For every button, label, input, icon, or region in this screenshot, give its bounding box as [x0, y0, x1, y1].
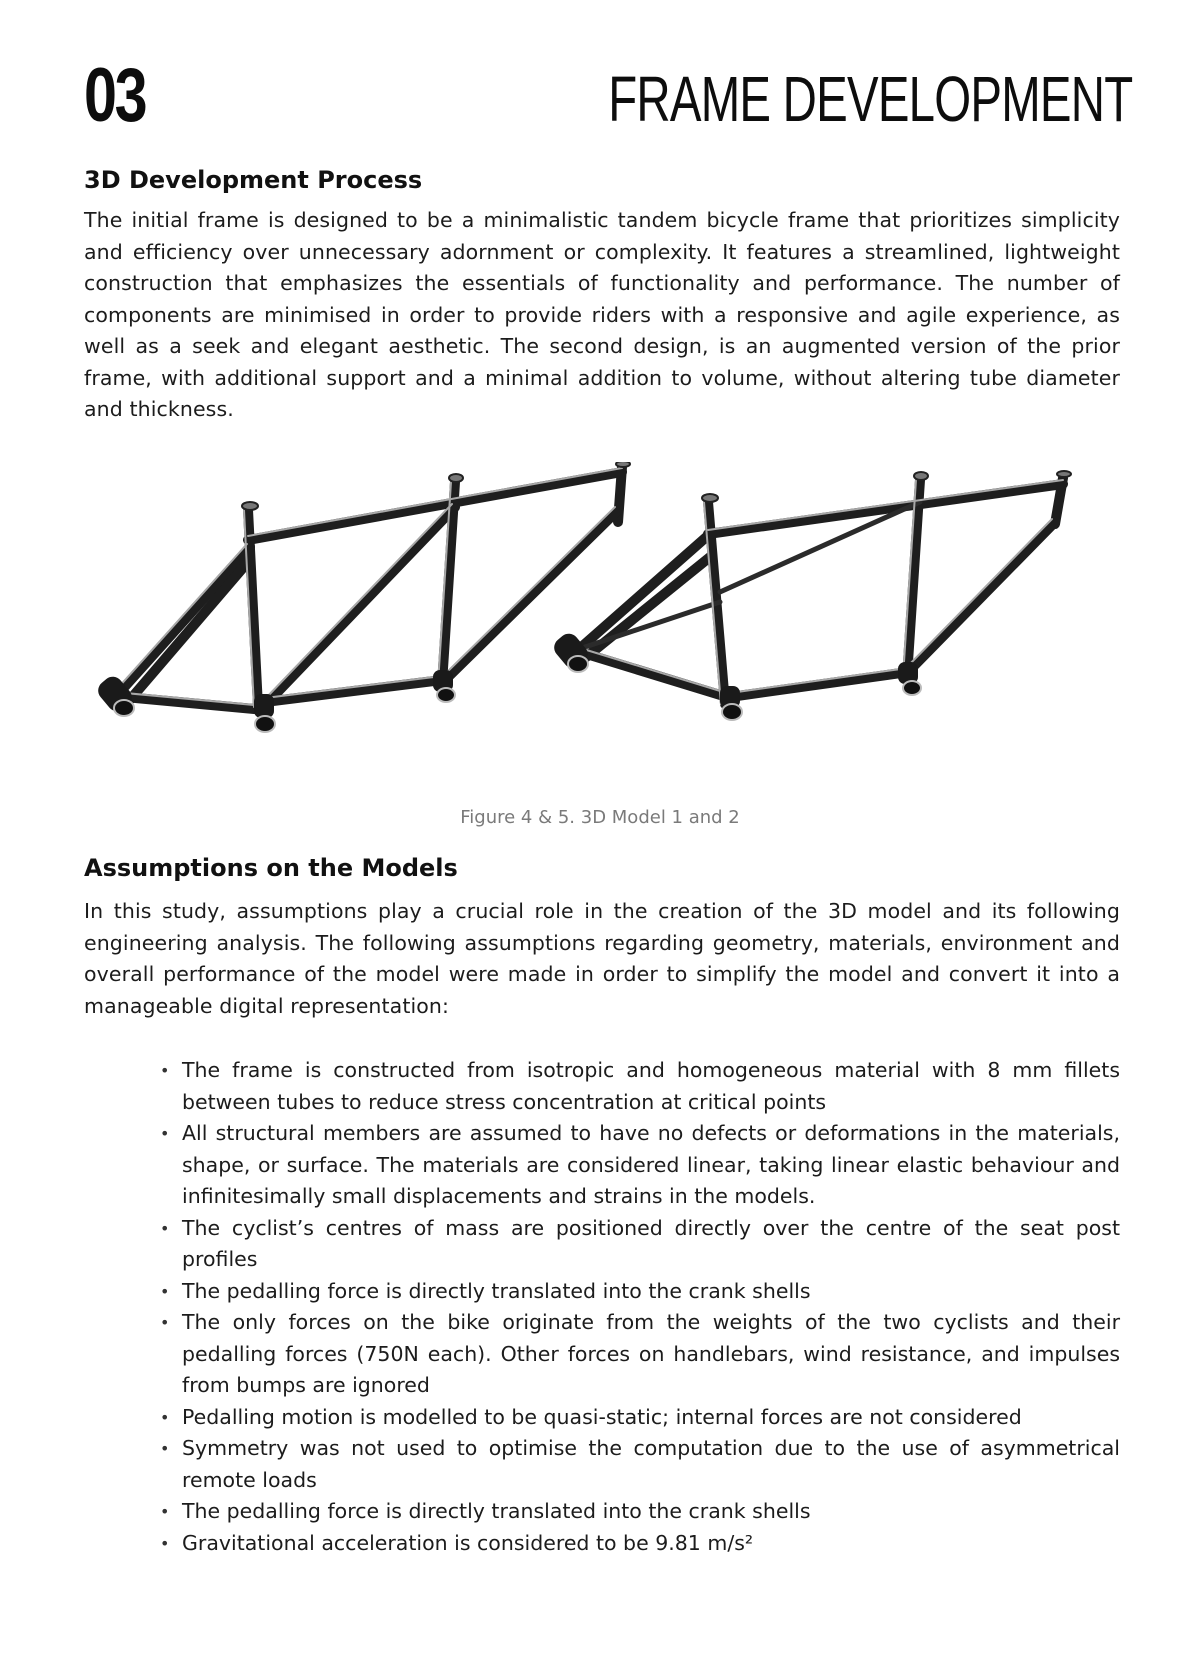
bullet-dot: •	[160, 1313, 170, 1332]
list-item: • Symmetry was not used to optimise the computation due to the use of asymmetrical remote loads	[160, 1433, 1120, 1496]
frame-model-2	[550, 471, 1071, 720]
bullet-dot: •	[160, 1061, 170, 1080]
frame-model-1	[94, 462, 630, 732]
bullet-dot: •	[160, 1124, 170, 1143]
section-number: 03	[84, 53, 146, 138]
list-item: • The frame is constructed from isotropic and homogeneous material with 8 mm fillets between tubes to reduce stress concentration at critical points	[160, 1055, 1120, 1118]
development-paragraph: The initial frame is designed to be a minimalistic tandem bicycle frame that prioritizes simplicity and efficiency over unnecessary adornment or complexity. It features a streamlined, lightweight construction that emphasizes the essentials of functionality and performance. The number of components are minimised in order to provide riders with a responsive and agile experience, as well as a seek and elegant aesthetic. The second design, is an augmented version of the prior frame, with additional support and a minimal addition to volume, without altering tube diameter and thickness.	[84, 208, 1120, 421]
bullet-dot: •	[160, 1533, 170, 1553]
tandem-frame-renders	[80, 462, 1130, 762]
list-item: • All structural members are assumed to have no defects or deformations in the materials, shape, or surface. The materials are considered linear, taking linear elastic behaviour and infinitesimally small displacements and strains in the models.	[160, 1118, 1120, 1213]
list-item: • The cyclist’s centres of mass are positioned directly over the centre of the seat post profiles	[160, 1213, 1120, 1276]
development-heading: 3D Development Process	[84, 166, 423, 194]
list-item: • The only forces on the bike originate from the weights of the two cyclists and their pedalling forces (750N each). Other forces on handlebars, wind resistance, and impulses from bumps are ignored	[160, 1307, 1120, 1402]
frame-models-figure	[80, 462, 1130, 762]
bullet-dot: •	[160, 1502, 170, 1521]
page-title: FRAME DEVELOPMENT	[607, 63, 1132, 135]
bullet-dot: •	[160, 1407, 170, 1427]
bullet-dot: •	[160, 1281, 170, 1301]
figure-caption: Figure 4 & 5. 3D Model 1 and 2	[460, 807, 740, 828]
list-item: • Pedalling motion is modelled to be quasi-static; internal forces are not considered	[160, 1402, 1120, 1434]
list-item: • Gravitational acceleration is considered to be 9.81 m/s²	[160, 1528, 1120, 1560]
bullet-dot: •	[160, 1218, 170, 1238]
assumptions-list	[160, 1055, 1120, 1559]
bullet-dot: •	[160, 1439, 170, 1458]
list-item: • The pedalling force is directly translated into the crank shells	[160, 1276, 1120, 1308]
list-item: • The pedalling force is directly translated into the crank shells	[160, 1496, 1120, 1528]
assumptions-heading: Assumptions on the Models	[84, 854, 458, 882]
assumptions-paragraph: In this study, assumptions play a crucial role in the creation of the 3D model and its following engineering analysis. The following assumptions regarding geometry, materials, environment and overall performance of the model were made in order to simplify the model and convert it into a manageable digital representation:	[84, 899, 1120, 1018]
